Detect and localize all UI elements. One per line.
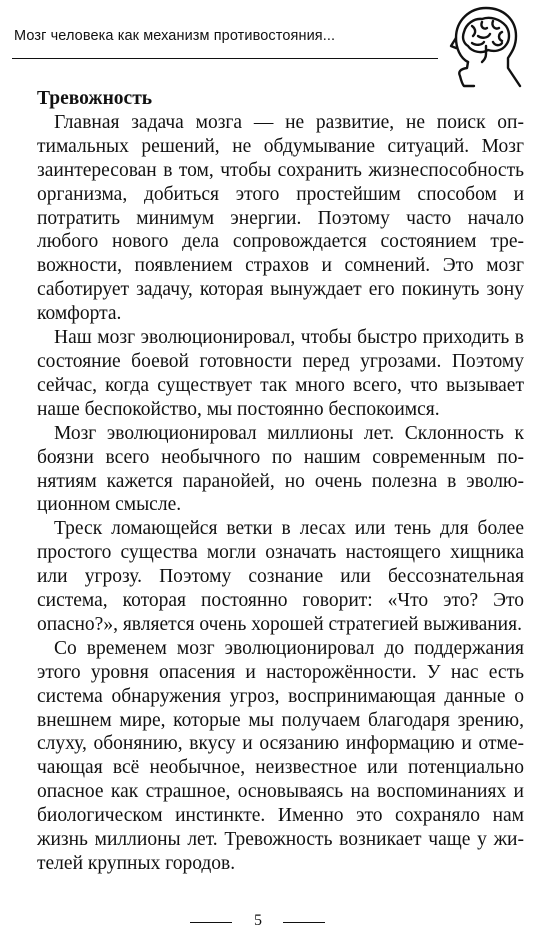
paragraph: Наш мозг эволюционировал, чтобы быстро приходить в состояние боевой готовности перед угрозами. Поэтому сейчас, когда существует так много всего, что вызывает наше беспокойство, мы постоянно беспокоимся. — [37, 327, 524, 420]
paragraph: Со временем мозг эволюционировал до поддержания этого уровня опасения и насторожённости. У нас есть система обнаружения угроз, воспринимающая данные о внешнем мире, которые мы получаем благодаря зрению, слуху, обонянию, вкусу и осязанию информацию и отмечающая всё необычное, неизвестное или потенциально опасное как страшное, основываясь на воспоминаниях и биологическом инстинкте. Именно это сохраняло нам жизнь миллионы лет. Тревожность возникает чаще у жителей крупных городов. — [37, 637, 524, 874]
footer-rule-left — [190, 922, 232, 923]
paragraph: Треск ломающейся ветки в лесах или тень для более простого существа могли означать настоящего хищника или угрозу. Поэтому сознание или бессознательная система, которая постоянно говорит: «Что это? Это опасно?», является очень хорошей стратегией выживания. — [37, 518, 524, 635]
brain-head-icon — [438, 2, 528, 92]
paragraph: Главная задача мозга — не развитие, не поиск оптимальных решений, не обдумывание ситуаций. Мозг заинтересован в том, чтобы сохранить жизнеспособность организма, добиться этого простейшим способом и потратить минимум энергии. Поэтому часто начало любого нового дела сопровождается состоянием тревожности, появлением страхов и сомнений. Это мозг саботирует задачу, которая вынуждает его покинуть зону комфорта. — [37, 111, 524, 325]
page-content — [37, 87, 524, 876]
page-number: 5 — [254, 912, 262, 929]
running-header: Мозг человека как механизм противостояния... — [14, 28, 336, 44]
header-rule — [12, 58, 438, 59]
page-footer — [0, 912, 556, 932]
footer-rule-right — [283, 922, 325, 923]
paragraph: Мозг эволюционировал миллионы лет. Склонность к боязни всего необычного по нашим современным понятиям кажется паранойей, но очень полезна в эволюционном смысле. — [37, 422, 524, 516]
section-title: Тревожность — [37, 88, 153, 109]
